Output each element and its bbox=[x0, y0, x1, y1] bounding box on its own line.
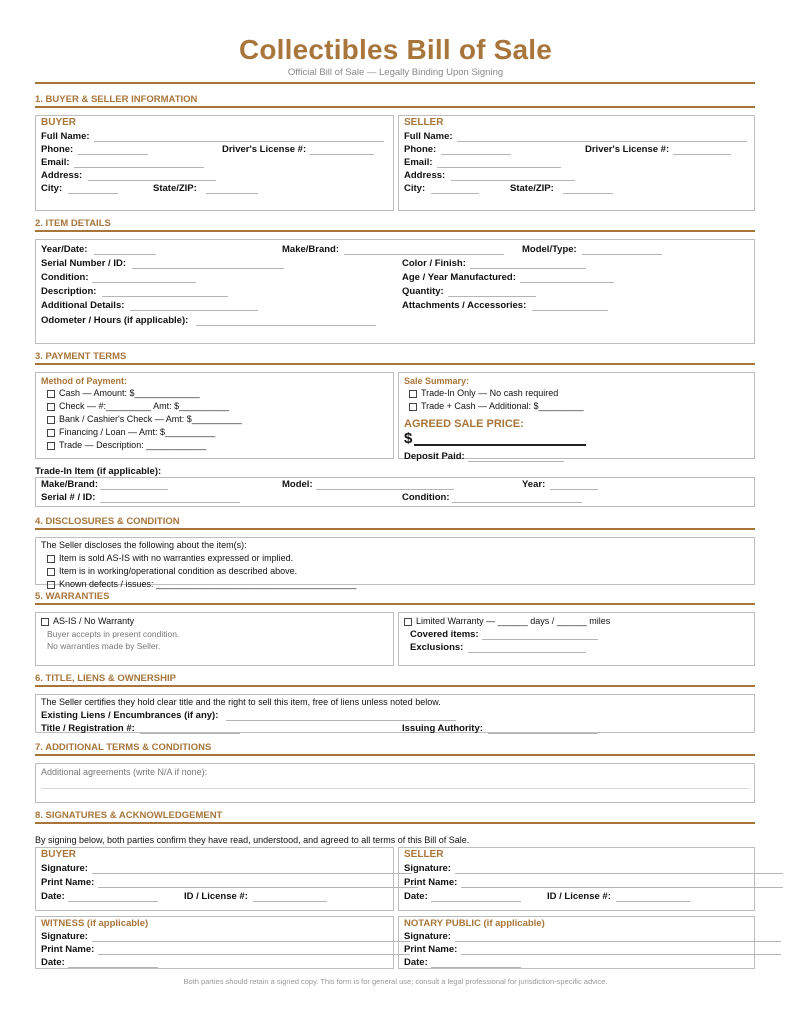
section-7-divider bbox=[35, 754, 755, 756]
section-1-heading: 1. BUYER & SELLER INFORMATION bbox=[35, 94, 198, 105]
seller-phone-field[interactable] bbox=[441, 154, 511, 155]
notary-signature-field[interactable] bbox=[455, 941, 781, 942]
issuing-authority-field[interactable] bbox=[488, 733, 598, 734]
covered-items-field[interactable] bbox=[482, 639, 598, 640]
as-is-disclosure-checkbox[interactable] bbox=[47, 555, 55, 563]
page-title: Collectibles Bill of Sale bbox=[238, 34, 553, 65]
existing-liens-label: Existing Liens / Encumbrances (if any): bbox=[41, 710, 219, 721]
section-5-divider bbox=[35, 603, 755, 605]
financing-option-label: Financing / Loan — Amt: $__________ bbox=[59, 427, 216, 437]
agreed-price-title: AGREED SALE PRICE: bbox=[404, 418, 524, 430]
section-2-divider bbox=[35, 230, 755, 232]
condition-field[interactable] bbox=[92, 282, 196, 283]
seller-state-zip-field[interactable] bbox=[563, 193, 613, 194]
seller-city-label: City: bbox=[404, 183, 426, 194]
deposit-field[interactable] bbox=[468, 461, 564, 462]
seller-full-name-label: Full Name: bbox=[404, 131, 453, 142]
seller-state-zip-label: State/ZIP: bbox=[510, 183, 554, 194]
serial-number-field[interactable] bbox=[132, 268, 284, 269]
color-finish-label: Color / Finish: bbox=[402, 258, 466, 269]
trade-in-title: Trade-In Item (if applicable): bbox=[35, 466, 162, 477]
working-condition-label: Item is in working/operational condition as described above. bbox=[59, 566, 298, 576]
known-defects-label: Known defects / issues: ________________________________________ bbox=[59, 579, 357, 589]
seller-date-label: Date: bbox=[404, 891, 428, 902]
title-liens-intro: The Seller certifies they hold clear title and the right to sell this item, free of liens unless noted below. bbox=[41, 697, 441, 707]
buyer-full-name-field[interactable] bbox=[94, 141, 384, 142]
cash-checkbox[interactable] bbox=[47, 390, 55, 398]
buyer-phone-field[interactable] bbox=[78, 154, 148, 155]
notary-print-name-field[interactable] bbox=[461, 954, 781, 955]
section-4-divider bbox=[35, 528, 755, 530]
buyer-city-field[interactable] bbox=[68, 193, 118, 194]
buyer-id-license-label: ID / License #: bbox=[184, 891, 248, 902]
section-6-divider bbox=[35, 685, 755, 687]
attachments-label: Attachments / Accessories: bbox=[402, 300, 527, 311]
exclusions-label: Exclusions: bbox=[410, 642, 464, 653]
trade-make-label: Make/Brand: bbox=[41, 479, 99, 490]
trade-checkbox[interactable] bbox=[47, 442, 55, 450]
seller-city-field[interactable] bbox=[431, 193, 479, 194]
buyer-title: BUYER bbox=[41, 117, 77, 128]
seller-print-name-label: Print Name: bbox=[404, 877, 458, 888]
notary-signature-label: Signature: bbox=[404, 931, 451, 942]
seller-date-field[interactable] bbox=[431, 901, 521, 902]
footer-note: Both parties should retain a signed copy. This form is for general use; consult a legal professional for jurisdiction-specific advice. bbox=[183, 977, 608, 986]
working-condition-checkbox[interactable] bbox=[47, 568, 55, 576]
title-registration-field[interactable] bbox=[140, 733, 240, 734]
as-is-note-2: No warranties made by Seller. bbox=[47, 641, 161, 651]
color-finish-field[interactable] bbox=[470, 268, 586, 269]
year-date-label: Year/Date: bbox=[41, 244, 88, 255]
attachments-field[interactable] bbox=[532, 310, 608, 311]
seller-title: SELLER bbox=[404, 117, 444, 128]
existing-liens-field[interactable] bbox=[226, 720, 456, 721]
trade-year-field[interactable] bbox=[550, 489, 598, 490]
seller-address-label: Address: bbox=[404, 170, 446, 181]
buyer-email-field[interactable] bbox=[74, 167, 204, 168]
year-date-field[interactable] bbox=[94, 254, 156, 255]
trade-serial-label: Serial # / ID: bbox=[41, 492, 96, 503]
notary-print-name-label: Print Name: bbox=[404, 944, 458, 955]
check-checkbox[interactable] bbox=[47, 403, 55, 411]
trade-model-field[interactable] bbox=[316, 489, 454, 490]
price-dollar-sign: $ bbox=[404, 430, 413, 447]
disclosures-intro: The Seller discloses the following about the item(s): bbox=[41, 540, 247, 550]
age-year-label: Age / Year Manufactured: bbox=[402, 272, 516, 283]
trade-serial-field[interactable] bbox=[100, 502, 240, 503]
as-is-warranty-checkbox[interactable] bbox=[41, 618, 49, 626]
age-year-field[interactable] bbox=[520, 282, 614, 283]
witness-signature-label: Signature: bbox=[41, 931, 88, 942]
trade-option-label: Trade — Description: ____________ bbox=[59, 440, 207, 450]
seller-phone-label: Phone: bbox=[404, 144, 437, 155]
trade-in-only-checkbox[interactable] bbox=[409, 390, 417, 398]
seller-signature-title: SELLER bbox=[404, 849, 444, 860]
buyer-date-label: Date: bbox=[41, 891, 65, 902]
cash-option-label: Cash — Amount: $_____________ bbox=[59, 388, 200, 398]
section-7-heading: 7. ADDITIONAL TERMS & CONDITIONS bbox=[35, 742, 212, 753]
exclusions-field[interactable] bbox=[468, 652, 586, 653]
quantity-label: Quantity: bbox=[402, 286, 444, 297]
section-2-heading: 2. ITEM DETAILS bbox=[35, 218, 111, 229]
section-8-divider bbox=[35, 822, 755, 824]
buyer-email-label: Email: bbox=[41, 157, 70, 168]
trade-condition-field[interactable] bbox=[452, 502, 582, 503]
title-registration-label: Title / Registration #: bbox=[41, 723, 135, 734]
additional-details-field[interactable] bbox=[130, 310, 258, 311]
description-label: Description: bbox=[41, 286, 97, 297]
as-is-note-1: Buyer accepts in present condition. bbox=[47, 629, 180, 639]
limited-warranty-label: Limited Warranty — ______ days / ______ miles bbox=[416, 616, 611, 626]
make-brand-label: Make/Brand: bbox=[282, 244, 340, 255]
trade-cash-checkbox[interactable] bbox=[409, 403, 417, 411]
financing-checkbox[interactable] bbox=[47, 429, 55, 437]
section-5-heading: 5. WARRANTIES bbox=[35, 591, 110, 602]
payment-method-title: Method of Payment: bbox=[41, 376, 128, 386]
section-6-heading: 6. TITLE, LIENS & OWNERSHIP bbox=[35, 673, 176, 684]
bank-check-checkbox[interactable] bbox=[47, 416, 55, 424]
as-is-warranty-label: AS-IS / No Warranty bbox=[53, 616, 135, 626]
seller-address-field[interactable] bbox=[451, 180, 575, 181]
section-3-divider bbox=[35, 363, 755, 365]
seller-email-field[interactable] bbox=[437, 167, 561, 168]
trade-model-label: Model: bbox=[282, 479, 313, 490]
witness-date-label: Date: bbox=[41, 957, 65, 968]
notary-date-label: Date: bbox=[404, 957, 428, 968]
buyer-print-name-label: Print Name: bbox=[41, 877, 95, 888]
buyer-license-label: Driver's License #: bbox=[222, 144, 307, 155]
seller-license-label: Driver's License #: bbox=[585, 144, 670, 155]
witness-date-field[interactable] bbox=[68, 967, 158, 968]
trade-make-field[interactable] bbox=[100, 489, 168, 490]
seller-id-license-label: ID / License #: bbox=[547, 891, 611, 902]
notary-date-field[interactable] bbox=[431, 967, 521, 968]
buyer-address-label: Address: bbox=[41, 170, 83, 181]
buyer-state-zip-label: State/ZIP: bbox=[153, 183, 197, 194]
description-field[interactable] bbox=[102, 296, 228, 297]
additional-details-label: Additional Details: bbox=[41, 300, 125, 311]
witness-title: WITNESS (if applicable) bbox=[41, 918, 149, 929]
seller-signature-field[interactable] bbox=[455, 873, 783, 874]
model-type-label: Model/Type: bbox=[522, 244, 577, 255]
seller-info-box bbox=[398, 115, 755, 211]
serial-number-label: Serial Number / ID: bbox=[41, 258, 126, 269]
additional-terms-prompt: Additional agreements (write N/A if none): bbox=[41, 767, 208, 777]
buyer-license-field[interactable] bbox=[310, 154, 374, 155]
seller-signature-label: Signature: bbox=[404, 863, 451, 874]
section-4-heading: 4. DISCLOSURES & CONDITION bbox=[35, 516, 180, 527]
witness-print-name-field[interactable] bbox=[98, 954, 410, 955]
check-option-label: Check — #:_________ Amt: $__________ bbox=[59, 401, 230, 411]
section-3-heading: 3. PAYMENT TERMS bbox=[35, 351, 127, 362]
buyer-print-name-field[interactable] bbox=[98, 887, 418, 888]
signatures-intro: By signing below, both parties confirm they have read, understood, and agreed to all terms of this Bill of Sale. bbox=[35, 835, 470, 845]
sale-summary-title: Sale Summary: bbox=[404, 376, 470, 386]
buyer-date-field[interactable] bbox=[68, 901, 158, 902]
seller-email-label: Email: bbox=[404, 157, 433, 168]
trade-condition-label: Condition: bbox=[402, 492, 450, 503]
issuing-authority-label: Issuing Authority: bbox=[402, 723, 483, 734]
agreed-price-field[interactable] bbox=[414, 444, 586, 446]
witness-signature-field[interactable] bbox=[92, 941, 410, 942]
buyer-info-box bbox=[35, 115, 394, 211]
deposit-label: Deposit Paid: bbox=[404, 451, 465, 462]
witness-print-name-label: Print Name: bbox=[41, 944, 95, 955]
model-type-field[interactable] bbox=[582, 254, 662, 255]
trade-in-only-label: Trade-In Only — No cash required bbox=[421, 388, 559, 398]
make-brand-field[interactable] bbox=[344, 254, 504, 255]
buyer-signature-title: BUYER bbox=[41, 849, 77, 860]
trade-cash-label: Trade + Cash — Additional: $_________ bbox=[421, 401, 584, 411]
seller-full-name-field[interactable] bbox=[457, 141, 747, 142]
additional-terms-line bbox=[41, 788, 749, 789]
limited-warranty-checkbox[interactable] bbox=[404, 618, 412, 626]
known-defects-checkbox[interactable] bbox=[47, 581, 55, 589]
buyer-id-license-field[interactable] bbox=[253, 901, 327, 902]
notary-title: NOTARY PUBLIC (if applicable) bbox=[404, 918, 545, 929]
covered-items-label: Covered items: bbox=[410, 629, 479, 640]
bank-check-option-label: Bank / Cashier's Check — Amt: $__________ bbox=[59, 414, 242, 424]
buyer-address-field[interactable] bbox=[88, 180, 216, 181]
section-1-divider bbox=[35, 106, 755, 108]
buyer-signature-label: Signature: bbox=[41, 863, 88, 874]
seller-print-name-field[interactable] bbox=[461, 887, 783, 888]
buyer-signature-field[interactable] bbox=[92, 873, 412, 874]
odometer-label: Odometer / Hours (if applicable): bbox=[41, 315, 189, 326]
title-divider bbox=[35, 82, 755, 84]
page-subtitle: Official Bill of Sale — Legally Binding Upon Signing bbox=[287, 67, 504, 78]
odometer-field[interactable] bbox=[196, 325, 376, 326]
buyer-full-name-label: Full Name: bbox=[41, 131, 90, 142]
trade-year-label: Year: bbox=[522, 479, 546, 490]
section-8-heading: 8. SIGNATURES & ACKNOWLEDGEMENT bbox=[35, 810, 223, 821]
buyer-state-zip-field[interactable] bbox=[206, 193, 258, 194]
as-is-disclosure-label: Item is sold AS-IS with no warranties expressed or implied. bbox=[59, 553, 294, 563]
condition-label: Condition: bbox=[41, 272, 89, 283]
quantity-field[interactable] bbox=[448, 296, 536, 297]
seller-id-license-field[interactable] bbox=[616, 901, 690, 902]
buyer-city-label: City: bbox=[41, 183, 63, 194]
buyer-phone-label: Phone: bbox=[41, 144, 74, 155]
seller-license-field[interactable] bbox=[673, 154, 731, 155]
